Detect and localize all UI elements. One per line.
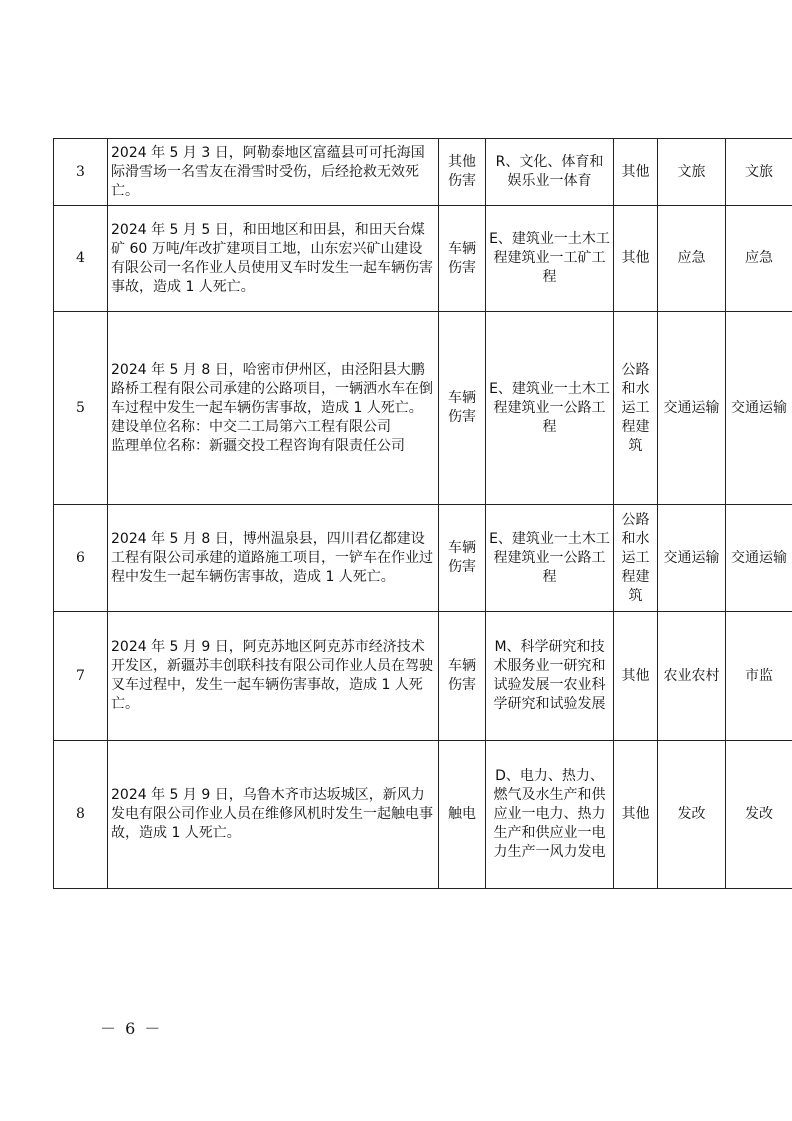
category: 其他 <box>614 206 658 312</box>
row-number: 4 <box>54 206 108 312</box>
accident-type: 车辆伤害 <box>439 312 486 505</box>
table-row <box>54 505 792 612</box>
supervising-department: 文旅 <box>658 139 726 206</box>
incident-table <box>53 138 792 889</box>
accident-type: 其他伤害 <box>439 139 486 206</box>
row-number: 5 <box>54 312 108 505</box>
incident-description <box>108 139 439 206</box>
page-number: － 6 － <box>100 1019 163 1038</box>
accident-type: 车辆伤害 <box>439 612 486 741</box>
accident-type: 车辆伤害 <box>439 505 486 612</box>
incident-description <box>108 206 439 312</box>
table-row <box>54 312 792 505</box>
responsible-department: 文旅 <box>726 139 792 206</box>
supervising-department: 交通运输 <box>658 312 726 505</box>
responsible-department: 市监 <box>726 612 792 741</box>
row-number: 3 <box>54 139 108 206</box>
responsible-department: 发改 <box>726 741 792 889</box>
responsible-department: 应急 <box>726 206 792 312</box>
description-line: 2024 年 5 月 9 日，乌鲁木齐市达坂城区，新风力发电有限公司作业人员在维修风机时发生一起触电事故，造成 1 人死亡。 <box>111 787 433 841</box>
description-line: 2024 年 5 月 3 日，阿勒泰地区富蕴县可可托海国际滑雪场一名雪友在滑雪时受伤，后经抢救无效死亡。 <box>111 144 425 199</box>
description-line: 2024 年 5 月 8 日，哈密市伊州区，由泾阳县大鹏路桥工程有限公司承建的公路项目，一辆洒水车在倒车过程中发生一起车辆伤害事故，造成 1 人死亡。 <box>111 361 433 416</box>
table-row <box>54 206 792 312</box>
description-line: 2024 年 5 月 8 日，博州温泉县，四川君亿都建设工程有限公司承建的道路施工项目，一铲车在作业过程中发生一起车辆伤害事故，造成 1 人死亡。 <box>111 530 433 585</box>
row-number: 8 <box>54 741 108 889</box>
category: 公路和水运工程建筑 <box>614 312 658 505</box>
incident-description <box>108 505 439 612</box>
category: 其他 <box>614 139 658 206</box>
supervising-department: 交通运输 <box>658 505 726 612</box>
responsible-department: 交通运输 <box>726 312 792 505</box>
category: 公路和水运工程建筑 <box>614 505 658 612</box>
industry-classification: E、建筑业一土木工程建筑业一工矿工程 <box>486 206 614 312</box>
accident-type: 触电 <box>439 741 486 889</box>
industry-classification: M、科学研究和技术服务业一研究和试验发展一农业科学研究和试验发展 <box>486 612 614 741</box>
table-row <box>54 741 792 889</box>
row-number: 7 <box>54 612 108 741</box>
description-line: 2024 年 5 月 9 日，阿克苏地区阿克苏市经济技术开发区，新疆苏丰创联科技有限公司作业人员在驾驶叉车过程中，发生一起车辆伤害事故，造成 1 人死亡。 <box>111 639 433 712</box>
supervising-department: 发改 <box>658 741 726 889</box>
supervision-unit: 监理单位名称：新疆交投工程咨询有限责任公司 <box>111 437 405 454</box>
category: 其他 <box>614 741 658 889</box>
incident-description <box>108 612 439 741</box>
category: 其他 <box>614 612 658 741</box>
industry-classification: D、电力、热力、燃气及水生产和供应业一电力、热力生产和供应业一电力生产一风力发电 <box>486 741 614 889</box>
row-number: 6 <box>54 505 108 612</box>
incident-description <box>108 312 439 505</box>
industry-classification: E、建筑业一土木工程建筑业一公路工程 <box>486 312 614 505</box>
accident-type: 车辆伤害 <box>439 206 486 312</box>
responsible-department: 交通运输 <box>726 505 792 612</box>
supervising-department: 应急 <box>658 206 726 312</box>
industry-classification: R、文化、体育和娱乐业一体育 <box>486 139 614 206</box>
incident-description <box>108 741 439 889</box>
table-row <box>54 612 792 741</box>
supervising-department: 农业农村 <box>658 612 726 741</box>
description-line: 2024 年 5 月 5 日，和田地区和田县，和田天台煤矿 60 万吨/年改扩建项目工地，山东宏兴矿山建设有限公司一名作业人员使用叉车时发生一起车辆伤害事故，造成 1 人死亡。 <box>111 221 433 295</box>
construction-unit: 建设单位名称：中交二工局第六工程有限公司 <box>111 418 391 435</box>
industry-classification: E、建筑业一土木工程建筑业一公路工程 <box>486 505 614 612</box>
table-row <box>54 139 792 206</box>
